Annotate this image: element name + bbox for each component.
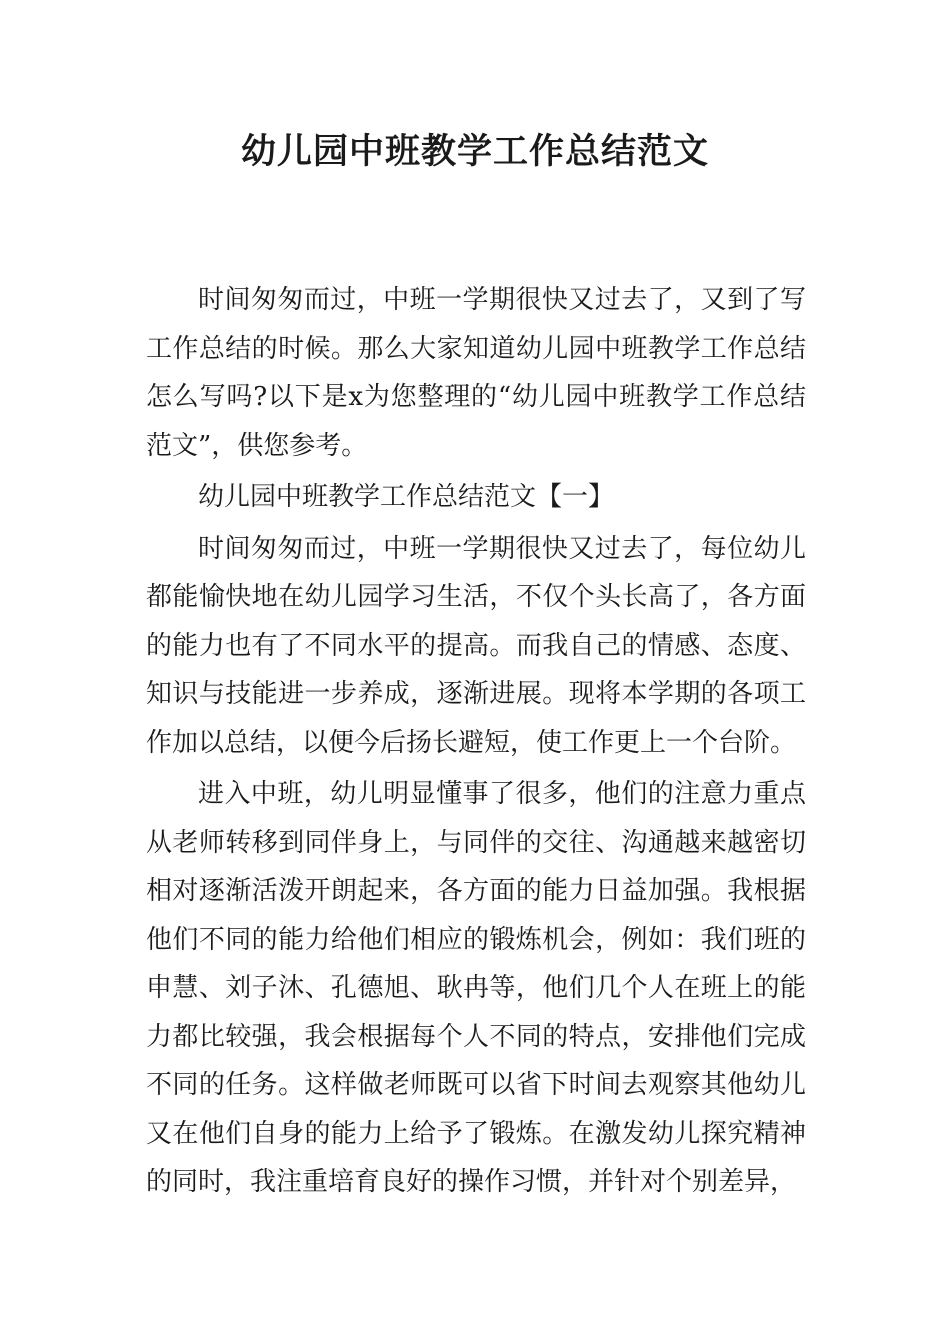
intro-paragraph: 时间匆匆而过，中班一学期很快又过去了，又到了写工作总结的时候。那么大家知道幼儿园中班教学工作总结怎么写吗?以下是x为您整理的“幼儿园中班教学工作总结范文”，供您参考。: [146, 285, 806, 461]
section-heading: 幼儿园中班教学工作总结范文【一】: [198, 482, 615, 512]
body-paragraph-1: 时间匆匆而过，中班一学期很快又过去了，每位幼儿都能愉快地在幼儿园学习生活，不仅个头长高了，各方面的能力也有了不同水平的提高。而我自己的情感、态度、知识与技能进一步养成，逐渐进展。现将本学期的各项工作加以总结，以便今后扬长避短，使工作更上一个台阶。: [146, 533, 806, 758]
body-paragraph-2: 进入中班，幼儿明显懂事了很多，他们的注意力重点从老师转移到同伴身上，与同伴的交往、沟通越来越密切相对逐渐活泼开朗起来，各方面的能力日益加强。我根据他们不同的能力给他们相应的锻炼机会，例如：我们班的申慧、刘子沐、孔德旭、耿冉等，他们几个人在班上的能力都比较强，我会根据每个人不同的特点，安排他们完成不同的任务。这样做老师既可以省下时间去观察其他幼儿又在他们自身的能力上给予了锻炼。在激发幼儿探究精神的同时，我注重培育良好的操作习惯，并针对个别差异，: [146, 779, 806, 1197]
document-title: 幼儿园中班教学工作总结范文: [240, 132, 709, 172]
document-body: [146, 276, 806, 1210]
